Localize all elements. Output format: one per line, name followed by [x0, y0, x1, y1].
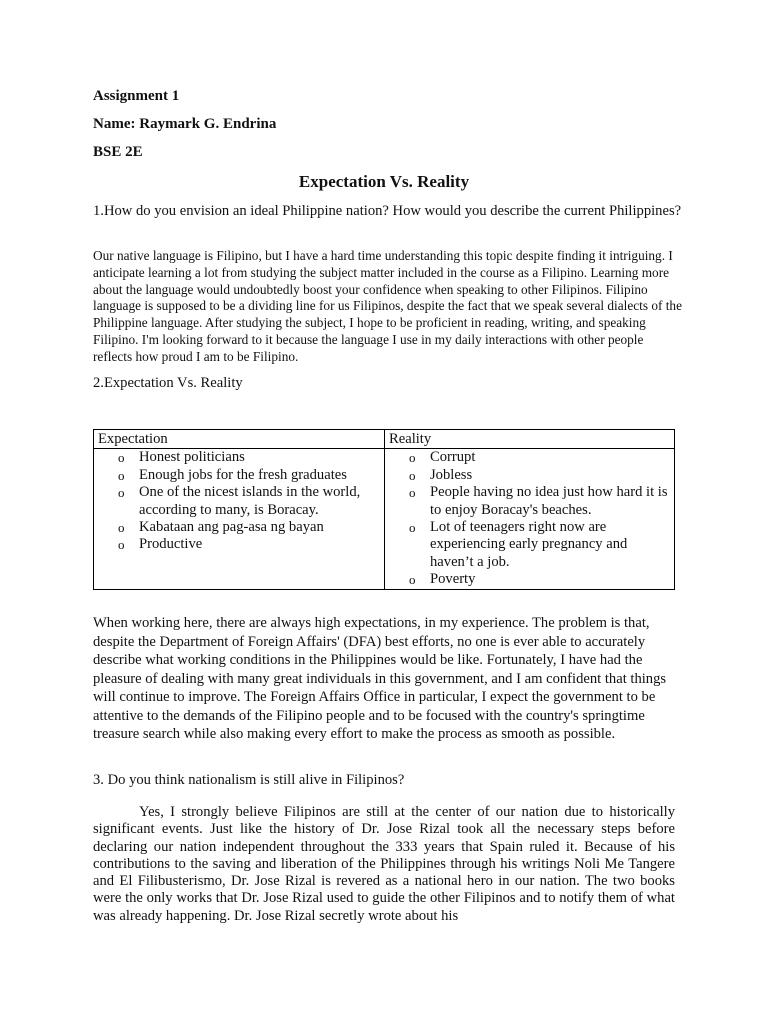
list-item: o Lot of teenagers right now are experiencing early pregnancy and haven’t a job. — [409, 519, 628, 570]
expectation-reality-table — [93, 429, 675, 590]
bullet-icon: o — [118, 537, 125, 553]
table-header-expectation: Expectation — [94, 430, 385, 449]
list-item: o Poverty — [409, 571, 476, 588]
answer-3: Yes, I strongly believe Filipinos are still at the center of our nation due to historically significant events. Just like the history of Dr. Jose Rizal took all the necessary steps before declaring our nation independent throughout the 333 years that Spain ruled it. Because of his contributions to the saving and liberation of the Philippines through his writings Noli Me Tangere and El Filibusterismo, Dr. Jose Rizal is revered as a national hero in our nation. The two books were the only works that Dr. Jose Rizal used to guide the other Filipinos and to notify them of what was already happening. Dr. Jose Rizal secretly wrote about his — [93, 804, 675, 924]
list-item: o People having no idea just how hard it is to enjoy Boracay's beaches. — [409, 484, 668, 518]
question-2: 2.Expectation Vs. Reality — [93, 375, 243, 391]
answer-1: Our native language is Filipino, but I have a hard time understanding this topic despite finding it intriguing. I anticipate learning a lot from studying the subject matter included in the course as a Filipino. Learning more about the language would undoubtedly boost your confidence when speaking to other Filipinos. Filipino language is supposed to be a dividing line for us Filipinos, despite the fact that we speak several dialects of the Philippine language. After studying the subject, I hope to be proficient in reading, writing, and speaking Filipino. I'm looking forward to it because the language I use in my daily interactions with other people reflects how proud I am to be Filipino. — [93, 248, 682, 364]
question-3: 3. Do you think nationalism is still alive in Filipinos? — [93, 772, 405, 788]
bullet-icon: o — [409, 485, 416, 501]
assignment-label: Assignment 1 — [93, 88, 180, 104]
expectation-column — [94, 449, 385, 589]
student-name: Name: Raymark G. Endrina — [93, 116, 277, 132]
bullet-icon: o — [118, 450, 125, 466]
list-item: o Jobless — [409, 466, 473, 483]
list-item: o Productive — [118, 536, 203, 553]
question-1: 1.How do you envision an ideal Philippine nation? How would you describe the current Philippines? — [93, 203, 682, 219]
list-item: o One of the nicest islands in the world, according to many, is Boracay. — [118, 484, 361, 518]
list-item: o Honest politicians — [118, 449, 245, 466]
list-item: o Kabataan ang pag-asa ng bayan — [118, 519, 324, 536]
bullet-icon: o — [118, 485, 125, 501]
bullet-icon: o — [409, 572, 416, 588]
bullet-icon: o — [409, 467, 416, 483]
bullet-icon: o — [409, 520, 416, 536]
answer-2: When working here, there are always high expectations, in my experience. The problem is that, despite the Department of Foreign Affairs' (DFA) best efforts, no one is ever able to accurately describe what working conditions in the Philippines would be like. Fortunately, I have had the pleasure of dealing with many great individuals in this government, and I am confident that things will continue to improve. The Foreign Affairs Office in particular, I expect the government to be attentive to the demands of the Filipino people and to be focused with the country's springtime treasure search while also making every effort to make the process as smooth as possible. — [93, 615, 667, 742]
bullet-icon: o — [118, 467, 125, 483]
list-item: o Corrupt — [409, 449, 476, 466]
bullet-icon: o — [118, 520, 125, 536]
table-header-reality: Reality — [385, 430, 675, 449]
reality-column — [385, 449, 675, 589]
document-title: Expectation Vs. Reality — [298, 172, 470, 191]
list-item: o Enough jobs for the fresh graduates — [118, 466, 347, 483]
section-label: BSE 2E — [93, 144, 143, 160]
bullet-icon: o — [409, 450, 416, 466]
